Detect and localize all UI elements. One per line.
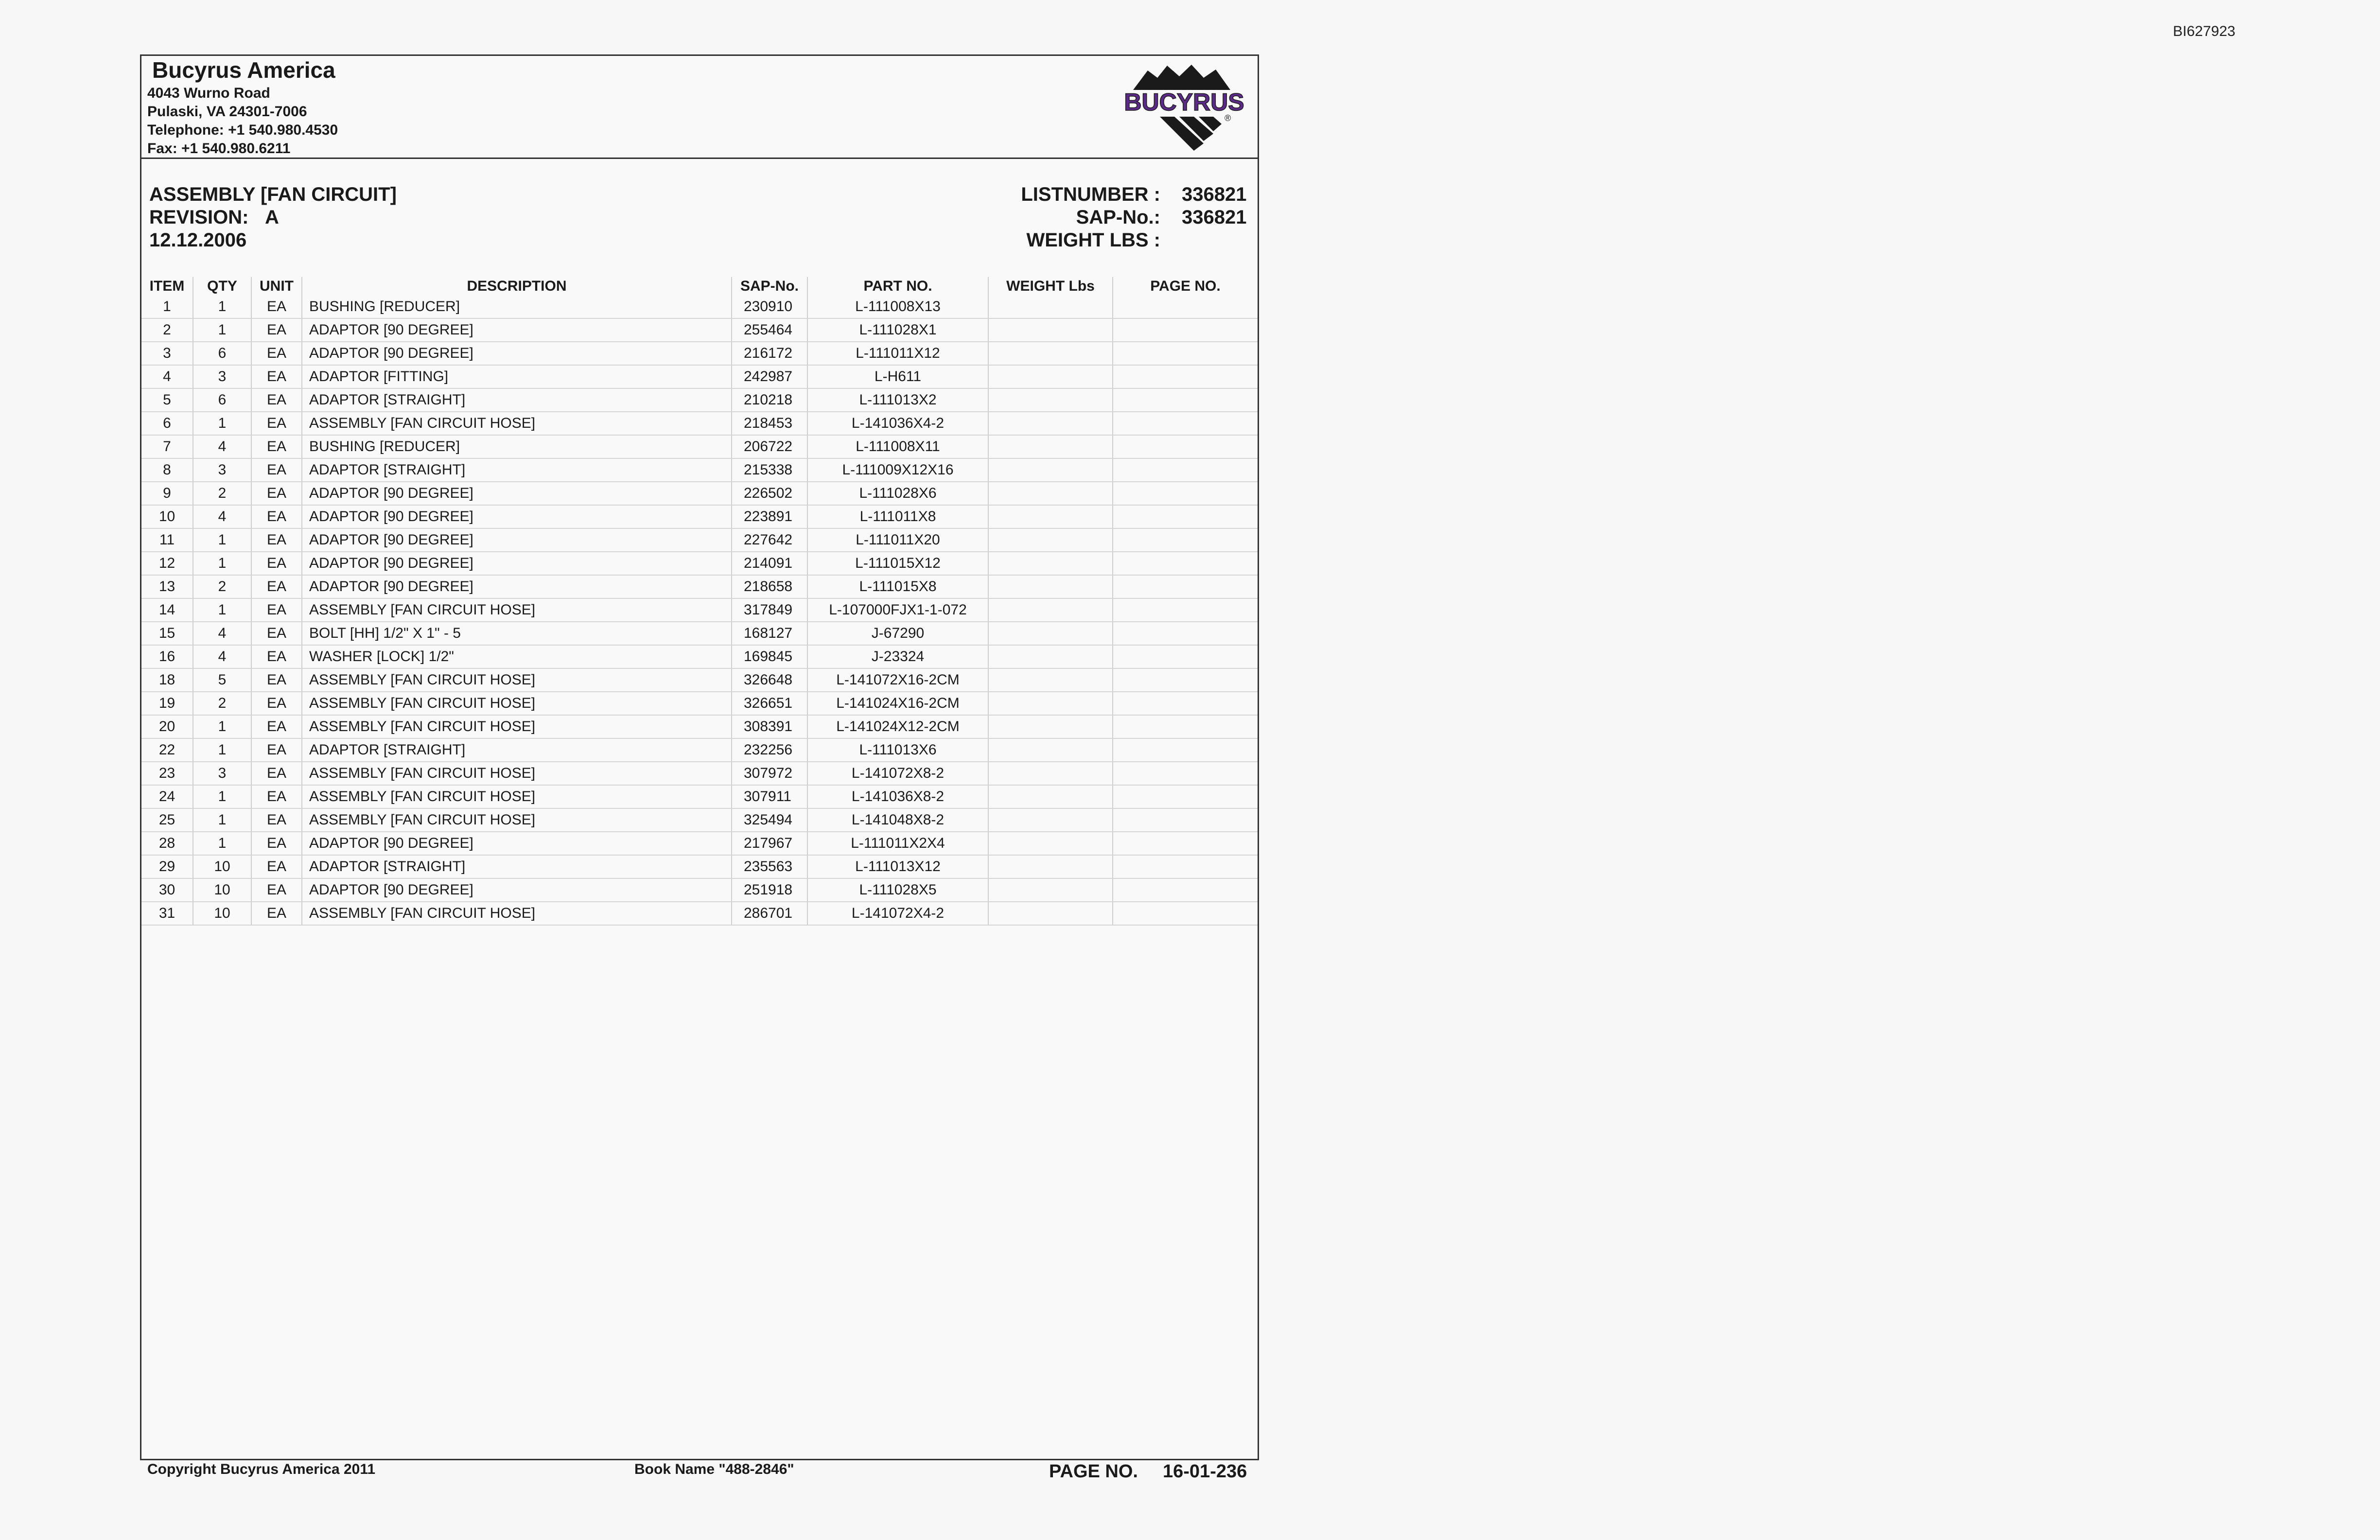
cell-part-no: L-111028X1 xyxy=(807,318,988,342)
column-header-weight: WEIGHT Lbs xyxy=(988,277,1113,296)
cell-unit: EA xyxy=(251,832,302,855)
cell-unit: EA xyxy=(251,435,302,458)
cell-sap-no: 307911 xyxy=(732,785,807,808)
parts-list-sheet xyxy=(140,54,1259,1460)
cell-sap-no: 325494 xyxy=(732,808,807,832)
cell-part-no: L-111013X12 xyxy=(807,855,988,878)
cell-description: ASSEMBLY [FAN CIRCUIT HOSE] xyxy=(302,668,732,692)
cell-page-no xyxy=(1113,902,1258,925)
cell-description: ADAPTOR [90 DEGREE] xyxy=(302,528,732,552)
cell-item: 16 xyxy=(141,645,193,668)
cell-description: ASSEMBLY [FAN CIRCUIT HOSE] xyxy=(302,785,732,808)
cell-page-no xyxy=(1113,878,1258,902)
cell-part-no: L-141072X8-2 xyxy=(807,762,988,785)
cell-description: ASSEMBLY [FAN CIRCUIT HOSE] xyxy=(302,715,732,738)
company-header xyxy=(141,56,1258,159)
cell-sap-no: 251918 xyxy=(732,878,807,902)
listnumber-value: 336821 xyxy=(1182,184,1247,205)
cell-weight xyxy=(988,435,1113,458)
cell-sap-no: 169845 xyxy=(732,645,807,668)
cell-qty: 1 xyxy=(193,785,251,808)
cell-item: 12 xyxy=(141,552,193,575)
cell-sap-no: 214091 xyxy=(732,552,807,575)
cell-unit: EA xyxy=(251,902,302,925)
copyright-text: Copyright Bucyrus America 2011 xyxy=(147,1461,376,1477)
cell-description: ASSEMBLY [FAN CIRCUIT HOSE] xyxy=(302,902,732,925)
cell-unit: EA xyxy=(251,598,302,622)
cell-qty: 1 xyxy=(193,552,251,575)
cell-item: 8 xyxy=(141,458,193,482)
cell-sap-no: 286701 xyxy=(732,902,807,925)
cell-sap-no: 232256 xyxy=(732,738,807,762)
cell-weight xyxy=(988,645,1113,668)
cell-description: ADAPTOR [90 DEGREE] xyxy=(302,878,732,902)
logo-mountain-shape xyxy=(1133,65,1230,90)
cell-qty: 1 xyxy=(193,528,251,552)
cell-qty: 1 xyxy=(193,412,251,435)
cell-page-no xyxy=(1113,785,1258,808)
cell-description: ADAPTOR [90 DEGREE] xyxy=(302,318,732,342)
cell-page-no xyxy=(1113,598,1258,622)
cell-sap-no: 326651 xyxy=(732,692,807,715)
table-row xyxy=(141,622,1258,645)
cell-unit: EA xyxy=(251,878,302,902)
cell-sap-no: 230910 xyxy=(732,296,807,318)
cell-unit: EA xyxy=(251,575,302,598)
cell-weight xyxy=(988,482,1113,505)
cell-description: ADAPTOR [90 DEGREE] xyxy=(302,832,732,855)
cell-page-no xyxy=(1113,738,1258,762)
cell-page-no xyxy=(1113,458,1258,482)
assembly-date: 12.12.2006 xyxy=(149,229,247,251)
cell-qty: 1 xyxy=(193,808,251,832)
table-row xyxy=(141,668,1258,692)
cell-page-no xyxy=(1113,575,1258,598)
cell-unit: EA xyxy=(251,552,302,575)
cell-weight xyxy=(988,365,1113,388)
cell-sap-no: 218453 xyxy=(732,412,807,435)
cell-unit: EA xyxy=(251,388,302,412)
cell-item: 10 xyxy=(141,505,193,528)
cell-unit: EA xyxy=(251,668,302,692)
table-row xyxy=(141,412,1258,435)
table-row xyxy=(141,762,1258,785)
table-row xyxy=(141,318,1258,342)
cell-qty: 1 xyxy=(193,318,251,342)
table-row xyxy=(141,855,1258,878)
sap-number-value: 336821 xyxy=(1182,207,1247,228)
cell-part-no: L-111013X6 xyxy=(807,738,988,762)
cell-description: ADAPTOR [90 DEGREE] xyxy=(302,552,732,575)
cell-qty: 6 xyxy=(193,388,251,412)
cell-item: 4 xyxy=(141,365,193,388)
cell-weight xyxy=(988,388,1113,412)
cell-sap-no: 317849 xyxy=(732,598,807,622)
company-telephone: Telephone: +1 540.980.4530 xyxy=(147,122,338,138)
cell-item: 5 xyxy=(141,388,193,412)
table-header-row xyxy=(141,277,1258,296)
cell-item: 24 xyxy=(141,785,193,808)
cell-qty: 5 xyxy=(193,668,251,692)
cell-description: ASSEMBLY [FAN CIRCUIT HOSE] xyxy=(302,762,732,785)
table-row xyxy=(141,575,1258,598)
cell-description: ASSEMBLY [FAN CIRCUIT HOSE] xyxy=(302,808,732,832)
cell-item: 15 xyxy=(141,622,193,645)
cell-part-no: L-111011X8 xyxy=(807,505,988,528)
table-row xyxy=(141,808,1258,832)
cell-qty: 10 xyxy=(193,878,251,902)
cell-item: 2 xyxy=(141,318,193,342)
cell-unit: EA xyxy=(251,808,302,832)
cell-unit: EA xyxy=(251,505,302,528)
company-address-line2: Pulaski, VA 24301-7006 xyxy=(147,104,307,120)
cell-item: 22 xyxy=(141,738,193,762)
cell-part-no: L-111011X2X4 xyxy=(807,832,988,855)
cell-qty: 2 xyxy=(193,482,251,505)
column-header-unit: UNIT xyxy=(251,277,302,296)
cell-part-no: L-141072X16-2CM xyxy=(807,668,988,692)
cell-description: ADAPTOR [90 DEGREE] xyxy=(302,482,732,505)
cell-part-no: L-141036X4-2 xyxy=(807,412,988,435)
cell-qty: 1 xyxy=(193,832,251,855)
cell-part-no: J-67290 xyxy=(807,622,988,645)
cell-weight xyxy=(988,622,1113,645)
cell-page-no xyxy=(1113,692,1258,715)
cell-item: 1 xyxy=(141,296,193,318)
cell-item: 25 xyxy=(141,808,193,832)
cell-part-no: L-141024X16-2CM xyxy=(807,692,988,715)
cell-qty: 4 xyxy=(193,435,251,458)
cell-sap-no: 326648 xyxy=(732,668,807,692)
cell-part-no: L-111028X5 xyxy=(807,878,988,902)
cell-description: ADAPTOR [90 DEGREE] xyxy=(302,505,732,528)
table-row xyxy=(141,552,1258,575)
cell-description: ASSEMBLY [FAN CIRCUIT HOSE] xyxy=(302,692,732,715)
cell-weight xyxy=(988,785,1113,808)
cell-item: 3 xyxy=(141,342,193,365)
table-row xyxy=(141,715,1258,738)
column-header-item: ITEM xyxy=(141,277,193,296)
cell-sap-no: 210218 xyxy=(732,388,807,412)
cell-sap-no: 168127 xyxy=(732,622,807,645)
cell-unit: EA xyxy=(251,692,302,715)
cell-description: ADAPTOR [STRAIGHT] xyxy=(302,388,732,412)
cell-weight xyxy=(988,878,1113,902)
cell-item: 6 xyxy=(141,412,193,435)
table-row xyxy=(141,528,1258,552)
cell-unit: EA xyxy=(251,762,302,785)
cell-qty: 3 xyxy=(193,365,251,388)
cell-page-no xyxy=(1113,855,1258,878)
cell-item: 29 xyxy=(141,855,193,878)
column-header-page-no: PAGE NO. xyxy=(1150,278,1221,294)
cell-sap-no: 217967 xyxy=(732,832,807,855)
table-row xyxy=(141,296,1258,318)
company-fax: Fax: +1 540.980.6211 xyxy=(147,140,291,157)
cell-description: BUSHING [REDUCER] xyxy=(302,296,732,318)
table-row xyxy=(141,878,1258,902)
revision-value: A xyxy=(265,207,279,228)
cell-page-no xyxy=(1113,505,1258,528)
cell-qty: 10 xyxy=(193,902,251,925)
cell-item: 11 xyxy=(141,528,193,552)
assembly-title: ASSEMBLY [FAN CIRCUIT] xyxy=(149,184,397,205)
cell-qty: 10 xyxy=(193,855,251,878)
document-id: BI627923 xyxy=(2173,23,2236,39)
cell-page-no xyxy=(1113,412,1258,435)
table-row xyxy=(141,365,1258,388)
cell-weight xyxy=(988,855,1113,878)
logo-text: BUCYRUS xyxy=(1124,88,1244,116)
cell-part-no: L-H611 xyxy=(807,365,988,388)
cell-item: 31 xyxy=(141,902,193,925)
cell-part-no: J-23324 xyxy=(807,645,988,668)
table-row xyxy=(141,505,1258,528)
cell-qty: 1 xyxy=(193,738,251,762)
cell-unit: EA xyxy=(251,365,302,388)
cell-weight xyxy=(988,808,1113,832)
cell-description: ASSEMBLY [FAN CIRCUIT HOSE] xyxy=(302,412,732,435)
table-row xyxy=(141,388,1258,412)
sap-number-label: SAP-No.: xyxy=(1076,207,1160,228)
cell-weight xyxy=(988,342,1113,365)
table-row xyxy=(141,645,1258,668)
cell-weight xyxy=(988,762,1113,785)
book-name: Book Name "488-2846" xyxy=(634,1461,794,1477)
cell-qty: 6 xyxy=(193,342,251,365)
cell-part-no: L-111011X20 xyxy=(807,528,988,552)
cell-part-no: L-111008X13 xyxy=(807,296,988,318)
table-row xyxy=(141,458,1258,482)
table-row xyxy=(141,738,1258,762)
cell-unit: EA xyxy=(251,855,302,878)
parts-table-body xyxy=(141,296,1258,925)
cell-sap-no: 235563 xyxy=(732,855,807,878)
cell-page-no xyxy=(1113,832,1258,855)
cell-part-no: L-111013X2 xyxy=(807,388,988,412)
cell-qty: 2 xyxy=(193,692,251,715)
company-address-line1: 4043 Wurno Road xyxy=(147,85,270,101)
cell-page-no xyxy=(1113,435,1258,458)
cell-unit: EA xyxy=(251,645,302,668)
cell-item: 28 xyxy=(141,832,193,855)
cell-item: 7 xyxy=(141,435,193,458)
column-header-part-no: PART NO. xyxy=(807,277,988,296)
cell-part-no: L-111015X12 xyxy=(807,552,988,575)
cell-qty: 3 xyxy=(193,458,251,482)
cell-item: 9 xyxy=(141,482,193,505)
cell-unit: EA xyxy=(251,412,302,435)
cell-sap-no: 215338 xyxy=(732,458,807,482)
cell-description: BUSHING [REDUCER] xyxy=(302,435,732,458)
cell-sap-no: 242987 xyxy=(732,365,807,388)
cell-unit: EA xyxy=(251,715,302,738)
cell-page-no xyxy=(1113,762,1258,785)
table-row xyxy=(141,785,1258,808)
cell-weight xyxy=(988,458,1113,482)
cell-sap-no: 227642 xyxy=(732,528,807,552)
cell-unit: EA xyxy=(251,482,302,505)
cell-qty: 2 xyxy=(193,575,251,598)
cell-qty: 1 xyxy=(193,296,251,318)
cell-item: 14 xyxy=(141,598,193,622)
cell-page-no xyxy=(1113,388,1258,412)
listnumber-label: LISTNUMBER : xyxy=(1021,184,1160,205)
cell-part-no: L-111011X12 xyxy=(807,342,988,365)
cell-description: ASSEMBLY [FAN CIRCUIT HOSE] xyxy=(302,598,732,622)
cell-item: 13 xyxy=(141,575,193,598)
cell-sap-no: 255464 xyxy=(732,318,807,342)
cell-sap-no: 308391 xyxy=(732,715,807,738)
cell-unit: EA xyxy=(251,296,302,318)
table-row xyxy=(141,342,1258,365)
table-row xyxy=(141,692,1258,715)
table-row xyxy=(141,832,1258,855)
cell-weight xyxy=(988,832,1113,855)
cell-description: ADAPTOR [STRAIGHT] xyxy=(302,458,732,482)
cell-unit: EA xyxy=(251,785,302,808)
cell-item: 18 xyxy=(141,668,193,692)
revision-label: REVISION: xyxy=(149,207,249,228)
cell-unit: EA xyxy=(251,342,302,365)
cell-qty: 3 xyxy=(193,762,251,785)
cell-weight xyxy=(988,715,1113,738)
cell-sap-no: 226502 xyxy=(732,482,807,505)
cell-part-no: L-141048X8-2 xyxy=(807,808,988,832)
table-row xyxy=(141,482,1258,505)
cell-page-no xyxy=(1113,645,1258,668)
footer-page-number: 16-01-236 xyxy=(1163,1461,1247,1482)
cell-qty: 4 xyxy=(193,622,251,645)
cell-part-no: L-111028X6 xyxy=(807,482,988,505)
cell-weight xyxy=(988,692,1113,715)
cell-page-no xyxy=(1113,808,1258,832)
cell-part-no: L-141072X4-2 xyxy=(807,902,988,925)
column-header-description: DESCRIPTION xyxy=(302,277,732,296)
cell-unit: EA xyxy=(251,738,302,762)
cell-part-no: L-111009X12X16 xyxy=(807,458,988,482)
cell-page-no xyxy=(1113,482,1258,505)
cell-description: ADAPTOR [FITTING] xyxy=(302,365,732,388)
cell-description: ADAPTOR [STRAIGHT] xyxy=(302,855,732,878)
bucyrus-logo xyxy=(1114,61,1255,153)
cell-description: ADAPTOR [STRAIGHT] xyxy=(302,738,732,762)
cell-unit: EA xyxy=(251,622,302,645)
footer-page-label: PAGE NO. xyxy=(1049,1461,1138,1482)
cell-item: 20 xyxy=(141,715,193,738)
cell-item: 30 xyxy=(141,878,193,902)
parts-table xyxy=(141,277,1258,926)
cell-weight xyxy=(988,598,1113,622)
cell-sap-no: 206722 xyxy=(732,435,807,458)
column-header-sap-no: SAP-No. xyxy=(732,277,807,296)
cell-page-no xyxy=(1113,552,1258,575)
cell-weight xyxy=(988,318,1113,342)
cell-part-no: L-141024X12-2CM xyxy=(807,715,988,738)
cell-page-no xyxy=(1113,668,1258,692)
cell-weight xyxy=(988,575,1113,598)
cell-qty: 1 xyxy=(193,598,251,622)
cell-qty: 4 xyxy=(193,645,251,668)
cell-qty: 4 xyxy=(193,505,251,528)
cell-item: 23 xyxy=(141,762,193,785)
cell-page-no xyxy=(1113,528,1258,552)
cell-sap-no: 307972 xyxy=(732,762,807,785)
weight-lbs-label: WEIGHT LBS : xyxy=(1026,229,1160,251)
cell-weight xyxy=(988,296,1113,318)
cell-description: BOLT [HH] 1/2" X 1" - 5 xyxy=(302,622,732,645)
cell-weight xyxy=(988,528,1113,552)
cell-part-no: L-111015X8 xyxy=(807,575,988,598)
cell-sap-no: 218658 xyxy=(732,575,807,598)
cell-weight xyxy=(988,738,1113,762)
cell-part-no: L-107000FJX1-1-072 xyxy=(807,598,988,622)
cell-description: ADAPTOR [90 DEGREE] xyxy=(302,342,732,365)
cell-sap-no: 216172 xyxy=(732,342,807,365)
cell-page-no xyxy=(1113,342,1258,365)
cell-page-no xyxy=(1113,622,1258,645)
table-row xyxy=(141,435,1258,458)
cell-page-no xyxy=(1113,715,1258,738)
table-row xyxy=(141,902,1258,925)
column-header-qty: QTY xyxy=(193,277,251,296)
cell-weight xyxy=(988,902,1113,925)
cell-page-no xyxy=(1113,318,1258,342)
cell-sap-no: 223891 xyxy=(732,505,807,528)
cell-page-no xyxy=(1113,365,1258,388)
cell-weight xyxy=(988,505,1113,528)
cell-qty: 1 xyxy=(193,715,251,738)
table-row xyxy=(141,598,1258,622)
cell-weight xyxy=(988,552,1113,575)
logo-registered-mark: ® xyxy=(1225,113,1231,123)
cell-part-no: L-141036X8-2 xyxy=(807,785,988,808)
cell-description: WASHER [LOCK] 1/2" xyxy=(302,645,732,668)
cell-unit: EA xyxy=(251,528,302,552)
company-name: Bucyrus America xyxy=(152,57,335,83)
cell-weight xyxy=(988,412,1113,435)
cell-part-no: L-111008X11 xyxy=(807,435,988,458)
cell-unit: EA xyxy=(251,458,302,482)
cell-item: 19 xyxy=(141,692,193,715)
cell-page-no xyxy=(1113,296,1258,318)
cell-description: ADAPTOR [90 DEGREE] xyxy=(302,575,732,598)
cell-weight xyxy=(988,668,1113,692)
cell-unit: EA xyxy=(251,318,302,342)
